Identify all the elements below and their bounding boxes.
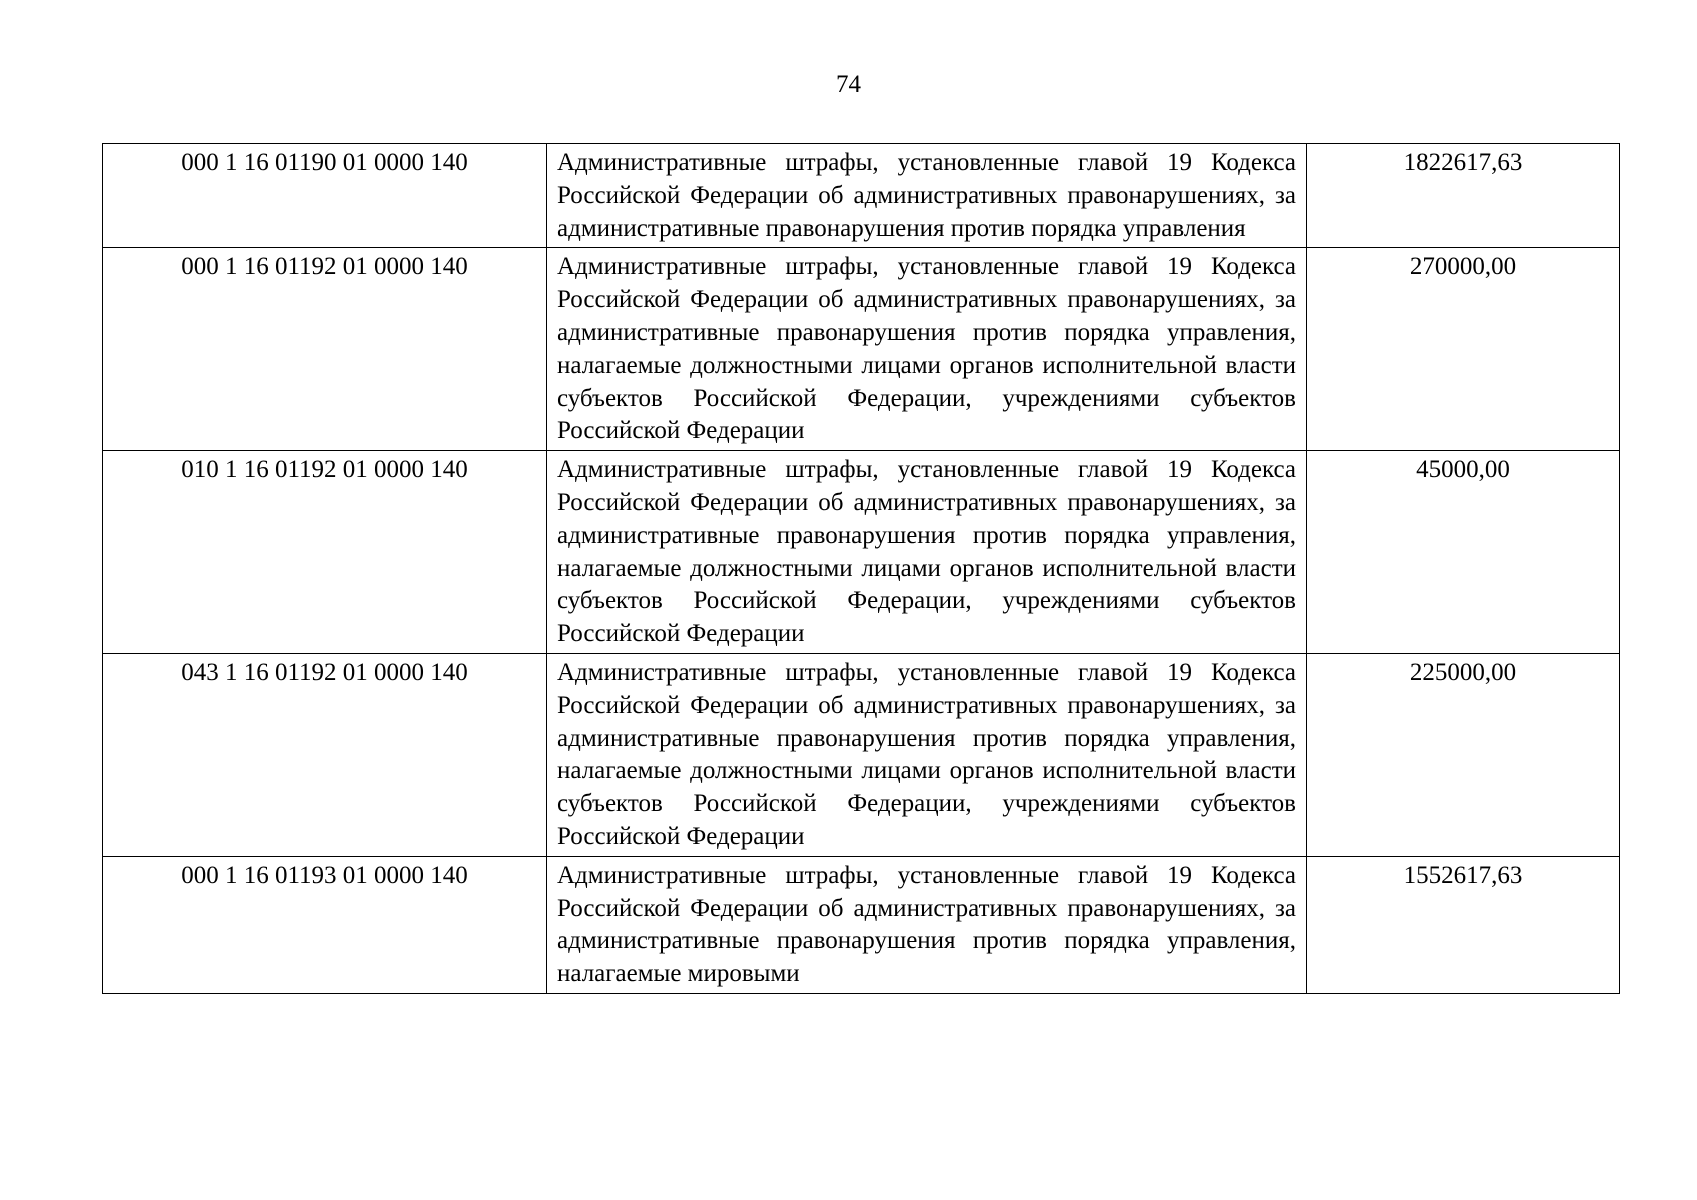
table-row xyxy=(103,856,1620,993)
budget-code-cell: 000 1 16 01190 01 0000 140 xyxy=(103,144,547,248)
budget-code-cell: 000 1 16 01193 01 0000 140 xyxy=(103,856,547,993)
table-row xyxy=(103,144,1620,248)
budget-code-cell: 000 1 16 01192 01 0000 140 xyxy=(103,248,547,451)
description-cell: Административные штрафы, установленные главой 19 Кодекса Российской Федерации об административных правонарушениях, за административные правонарушения против порядка управления, налагаемые должностными лицами органов исполнительной власти субъектов Российской Федерации, учреждениями субъектов Российской Федерации xyxy=(547,248,1307,451)
amount-cell: 45000,00 xyxy=(1307,451,1620,654)
page-number: 74 xyxy=(836,71,861,98)
revenue-table xyxy=(102,143,1620,994)
description-cell: Административные штрафы, установленные главой 19 Кодекса Российской Федерации об административных правонарушениях, за административные правонарушения против порядка управления, налагаемые должностными лицами органов исполнительной власти субъектов Российской Федерации, учреждениями субъектов Российской Федерации xyxy=(547,451,1307,654)
description-cell xyxy=(547,856,1307,993)
description-text: Административные штрафы, установленные главой 19 Кодекса Российской Федерации об административных правонарушениях, за административные правонарушения против порядка управления, налагаемые мировыми xyxy=(557,861,1296,988)
amount-cell: 270000,00 xyxy=(1307,248,1620,451)
description-cell: Административные штрафы, установленные главой 19 Кодекса Российской Федерации об административных правонарушениях, за административные правонарушения против порядка управления xyxy=(547,144,1307,248)
budget-code-cell: 010 1 16 01192 01 0000 140 xyxy=(103,451,547,654)
table-row xyxy=(103,451,1620,654)
table-row xyxy=(103,653,1620,856)
amount-cell: 225000,00 xyxy=(1307,653,1620,856)
description-cell: Административные штрафы, установленные главой 19 Кодекса Российской Федерации об административных правонарушениях, за административные правонарушения против порядка управления, налагаемые должностными лицами органов исполнительной власти субъектов Российской Федерации, учреждениями субъектов Российской Федерации xyxy=(547,653,1307,856)
table-row xyxy=(103,248,1620,451)
budget-code-cell: 043 1 16 01192 01 0000 140 xyxy=(103,653,547,856)
amount-cell: 1822617,63 xyxy=(1307,144,1620,248)
amount-cell: 1552617,63 xyxy=(1307,856,1620,993)
